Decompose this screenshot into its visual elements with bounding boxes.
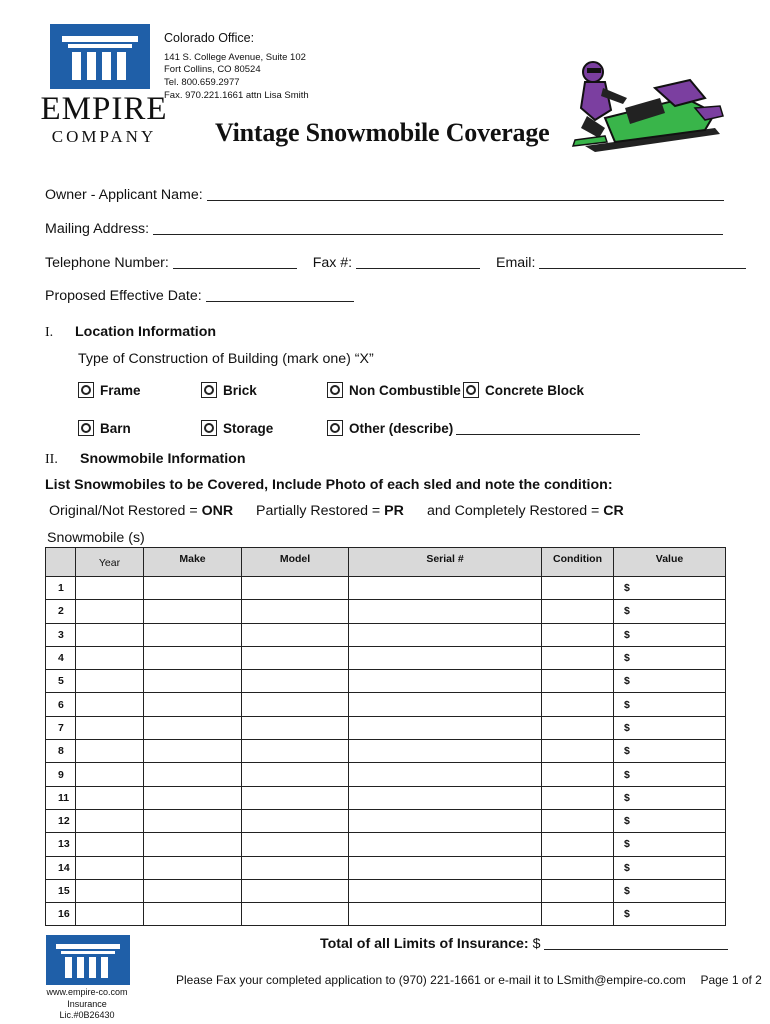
condition-cell[interactable] <box>542 670 614 693</box>
row-number: 4 <box>46 646 76 669</box>
option-concrete-block[interactable] <box>463 382 584 398</box>
model-cell[interactable] <box>242 833 349 856</box>
row-number: 1 <box>46 577 76 600</box>
serial-cell[interactable] <box>349 833 542 856</box>
table-row <box>46 833 726 856</box>
model-cell[interactable] <box>242 600 349 623</box>
model-cell[interactable] <box>242 716 349 739</box>
make-cell[interactable] <box>144 577 242 600</box>
email-field[interactable] <box>539 255 746 269</box>
condition-cell[interactable] <box>542 693 614 716</box>
value-cell[interactable]: $ <box>614 763 726 786</box>
condition-cell[interactable] <box>542 623 614 646</box>
value-cell[interactable]: $ <box>614 879 726 902</box>
condition-cell[interactable] <box>542 856 614 879</box>
year-cell[interactable] <box>76 600 144 623</box>
footer-license: Insurance Lic.#0B26430 <box>59 998 115 1021</box>
make-cell[interactable] <box>144 903 242 926</box>
condition-cell[interactable] <box>542 600 614 623</box>
footer-url[interactable]: www.empire-co.com <box>46 987 128 997</box>
serial-cell[interactable] <box>349 903 542 926</box>
serial-cell[interactable] <box>349 577 542 600</box>
option-non-combustible-label: Non Combustible <box>349 382 461 398</box>
option-concrete-block-label: Concrete Block <box>485 382 585 398</box>
value-cell[interactable]: $ <box>614 600 726 623</box>
effective-date-field[interactable] <box>206 288 354 302</box>
make-cell[interactable] <box>144 716 242 739</box>
value-cell[interactable]: $ <box>614 623 726 646</box>
value-cell[interactable]: $ <box>614 646 726 669</box>
fax-field[interactable] <box>356 255 480 269</box>
make-cell[interactable] <box>144 856 242 879</box>
value-cell[interactable]: $ <box>614 903 726 926</box>
legend-cr-code: CR <box>603 503 624 519</box>
option-brick[interactable] <box>201 382 257 398</box>
model-cell[interactable] <box>242 809 349 832</box>
table-row <box>46 763 726 786</box>
year-cell[interactable] <box>76 763 144 786</box>
option-other-label: Other (describe) <box>349 420 454 436</box>
table-row <box>46 623 726 646</box>
footer-contact <box>43 987 131 1022</box>
make-cell[interactable] <box>144 670 242 693</box>
table-row <box>46 670 726 693</box>
total-limits-field[interactable] <box>544 936 728 950</box>
condition-cell[interactable] <box>542 646 614 669</box>
total-limits-label: Total of all Limits of Insurance: <box>320 936 529 952</box>
year-cell[interactable] <box>76 693 144 716</box>
effective-date-row <box>45 288 354 304</box>
table-row <box>46 786 726 809</box>
mailing-address-field[interactable] <box>153 221 723 235</box>
office-address-1: 141 S. College Avenue, Suite 102 <box>164 51 306 63</box>
telephone-label: Telephone Number: <box>45 255 169 271</box>
year-cell[interactable] <box>76 856 144 879</box>
year-cell[interactable] <box>76 786 144 809</box>
header-value: Value <box>614 548 726 577</box>
model-cell[interactable] <box>242 856 349 879</box>
model-cell[interactable] <box>242 577 349 600</box>
year-cell[interactable] <box>76 740 144 763</box>
other-describe-field[interactable] <box>456 421 640 435</box>
legend-cr-label: and Completely Restored = <box>427 503 604 519</box>
table-row <box>46 600 726 623</box>
year-cell[interactable] <box>76 809 144 832</box>
condition-cell[interactable] <box>542 833 614 856</box>
table-row <box>46 879 726 902</box>
serial-cell[interactable] <box>349 809 542 832</box>
row-number: 12 <box>46 809 76 832</box>
section-1-number: I. <box>45 325 54 340</box>
row-number: 7 <box>46 716 76 739</box>
option-barn[interactable] <box>78 420 131 436</box>
logo-word-company: COMPANY <box>51 127 157 146</box>
legend-pr-code: PR <box>384 503 404 519</box>
option-barn-label: Barn <box>100 420 131 436</box>
value-cell[interactable]: $ <box>614 693 726 716</box>
construction-type-note: Type of Construction of Building (mark one) “X” <box>78 351 374 367</box>
row-number: 9 <box>46 763 76 786</box>
serial-cell[interactable] <box>349 879 542 902</box>
empire-company-logo <box>32 24 177 154</box>
effective-date-label: Proposed Effective Date: <box>45 288 202 304</box>
year-cell[interactable] <box>76 646 144 669</box>
total-currency: $ <box>532 936 541 952</box>
owner-applicant-label: Owner - Applicant Name: <box>45 187 203 203</box>
table-row <box>46 740 726 763</box>
legend-onr-label: Original/Not Restored = <box>49 503 202 519</box>
model-cell[interactable] <box>242 646 349 669</box>
header-model: Model <box>242 548 349 577</box>
footer-note-row <box>176 973 762 987</box>
checkbox-icon <box>78 382 94 398</box>
model-cell[interactable] <box>242 693 349 716</box>
serial-cell[interactable] <box>349 786 542 809</box>
header-condition: Condition <box>542 548 614 577</box>
model-cell[interactable] <box>242 740 349 763</box>
model-cell[interactable] <box>242 786 349 809</box>
row-number: 13 <box>46 833 76 856</box>
footer-note: Please Fax your completed application to (970) 221-1661 or e-mail it to LSmith@empire-co.com <box>176 973 686 987</box>
legend-cr <box>427 503 624 519</box>
legend-pr-label: Partially Restored = <box>256 503 385 519</box>
serial-cell[interactable] <box>349 716 542 739</box>
option-storage-label: Storage <box>223 420 274 436</box>
condition-cell[interactable] <box>542 809 614 832</box>
table-row <box>46 646 726 669</box>
row-number: 8 <box>46 740 76 763</box>
snowmobile-list-instruction: List Snowmobiles to be Covered, Include Photo of each sled and note the condition: <box>45 477 613 493</box>
mailing-address-label: Mailing Address: <box>45 221 150 237</box>
model-cell[interactable] <box>242 623 349 646</box>
serial-cell[interactable] <box>349 670 542 693</box>
year-cell[interactable] <box>76 623 144 646</box>
option-storage[interactable] <box>201 420 273 436</box>
value-cell[interactable]: $ <box>614 809 726 832</box>
contact-row <box>45 255 746 271</box>
option-other[interactable] <box>327 420 640 436</box>
serial-cell[interactable] <box>349 600 542 623</box>
telephone-field[interactable] <box>173 255 297 269</box>
checkbox-icon <box>201 382 217 398</box>
table-row <box>46 716 726 739</box>
row-number: 11 <box>46 786 76 809</box>
model-cell[interactable] <box>242 670 349 693</box>
page-title: Vintage Snowmobile Coverage <box>215 118 550 147</box>
office-title: Colorado Office: <box>164 31 255 45</box>
email-label: Email: <box>495 255 536 271</box>
row-number: 3 <box>46 623 76 646</box>
section-1-title: Location Information <box>75 324 217 340</box>
page-number: Page 1 of 2 <box>700 973 762 987</box>
year-cell[interactable] <box>76 670 144 693</box>
make-cell[interactable] <box>144 693 242 716</box>
snowmobile-table <box>45 547 726 926</box>
row-number: 6 <box>46 693 76 716</box>
footer-logo <box>46 935 130 985</box>
table-row <box>46 809 726 832</box>
header-year: Year <box>76 548 144 577</box>
mailing-address-row <box>45 221 723 237</box>
option-frame[interactable] <box>78 382 141 398</box>
value-cell[interactable]: $ <box>614 716 726 739</box>
value-cell[interactable]: $ <box>614 577 726 600</box>
row-number: 2 <box>46 600 76 623</box>
model-cell[interactable] <box>242 903 349 926</box>
owner-applicant-field[interactable] <box>207 187 724 201</box>
table-row <box>46 577 726 600</box>
year-cell[interactable] <box>76 577 144 600</box>
section-2-title: Snowmobile Information <box>80 451 246 467</box>
make-cell[interactable] <box>144 786 242 809</box>
year-cell[interactable] <box>76 833 144 856</box>
make-cell[interactable] <box>144 646 242 669</box>
value-cell[interactable]: $ <box>614 740 726 763</box>
office-tel: Tel. 800.659.2977 <box>164 77 240 89</box>
condition-cell[interactable] <box>542 786 614 809</box>
table-row <box>46 693 726 716</box>
value-cell[interactable]: $ <box>614 856 726 879</box>
logo-word-empire: EMPIRE <box>40 91 168 127</box>
condition-cell[interactable] <box>542 716 614 739</box>
header-row-number <box>46 548 76 577</box>
checkbox-icon <box>327 382 343 398</box>
condition-cell[interactable] <box>542 740 614 763</box>
value-cell[interactable]: $ <box>614 786 726 809</box>
row-number: 14 <box>46 856 76 879</box>
header-make: Make <box>144 548 242 577</box>
section-2-number: II. <box>45 452 58 467</box>
checkbox-icon <box>78 420 94 436</box>
value-cell[interactable]: $ <box>614 833 726 856</box>
checkbox-icon <box>201 420 217 436</box>
model-cell[interactable] <box>242 879 349 902</box>
legend-onr <box>49 503 233 519</box>
make-cell[interactable] <box>144 879 242 902</box>
make-cell[interactable] <box>144 809 242 832</box>
row-number: 16 <box>46 903 76 926</box>
condition-cell[interactable] <box>542 903 614 926</box>
option-non-combustible[interactable] <box>327 382 461 398</box>
value-cell[interactable]: $ <box>614 670 726 693</box>
office-fax: Fax. 970.221.1661 attn Lisa Smith <box>164 90 309 102</box>
make-cell[interactable] <box>144 600 242 623</box>
option-frame-label: Frame <box>100 382 141 398</box>
option-brick-label: Brick <box>223 382 257 398</box>
serial-cell[interactable] <box>349 856 542 879</box>
model-cell[interactable] <box>242 763 349 786</box>
table-header-row <box>46 548 726 577</box>
make-cell[interactable] <box>144 623 242 646</box>
checkbox-icon <box>463 382 479 398</box>
year-cell[interactable] <box>76 716 144 739</box>
serial-cell[interactable] <box>349 646 542 669</box>
make-cell[interactable] <box>144 763 242 786</box>
condition-cell[interactable] <box>542 577 614 600</box>
fax-label: Fax #: <box>312 255 353 271</box>
snowmobile-table-label: Snowmobile (s) <box>47 530 145 546</box>
owner-applicant-row <box>45 187 724 203</box>
make-cell[interactable] <box>144 833 242 856</box>
make-cell[interactable] <box>144 740 242 763</box>
serial-cell[interactable] <box>349 763 542 786</box>
condition-cell[interactable] <box>542 879 614 902</box>
year-cell[interactable] <box>76 903 144 926</box>
row-number: 15 <box>46 879 76 902</box>
legend-pr <box>256 503 404 519</box>
office-address-2: Fort Collins, CO 80524 <box>164 64 261 76</box>
table-row <box>46 903 726 926</box>
checkbox-icon <box>327 420 343 436</box>
year-cell[interactable] <box>76 879 144 902</box>
office-info <box>164 31 309 103</box>
snowmobile-rider-illustration <box>565 58 725 154</box>
row-number: 5 <box>46 670 76 693</box>
table-row <box>46 856 726 879</box>
legend-onr-code: ONR <box>201 503 234 519</box>
serial-cell[interactable] <box>349 623 542 646</box>
header-serial: Serial # <box>349 548 542 577</box>
condition-cell[interactable] <box>542 763 614 786</box>
total-limits-row <box>320 936 728 952</box>
serial-cell[interactable] <box>349 693 542 716</box>
serial-cell[interactable] <box>349 740 542 763</box>
